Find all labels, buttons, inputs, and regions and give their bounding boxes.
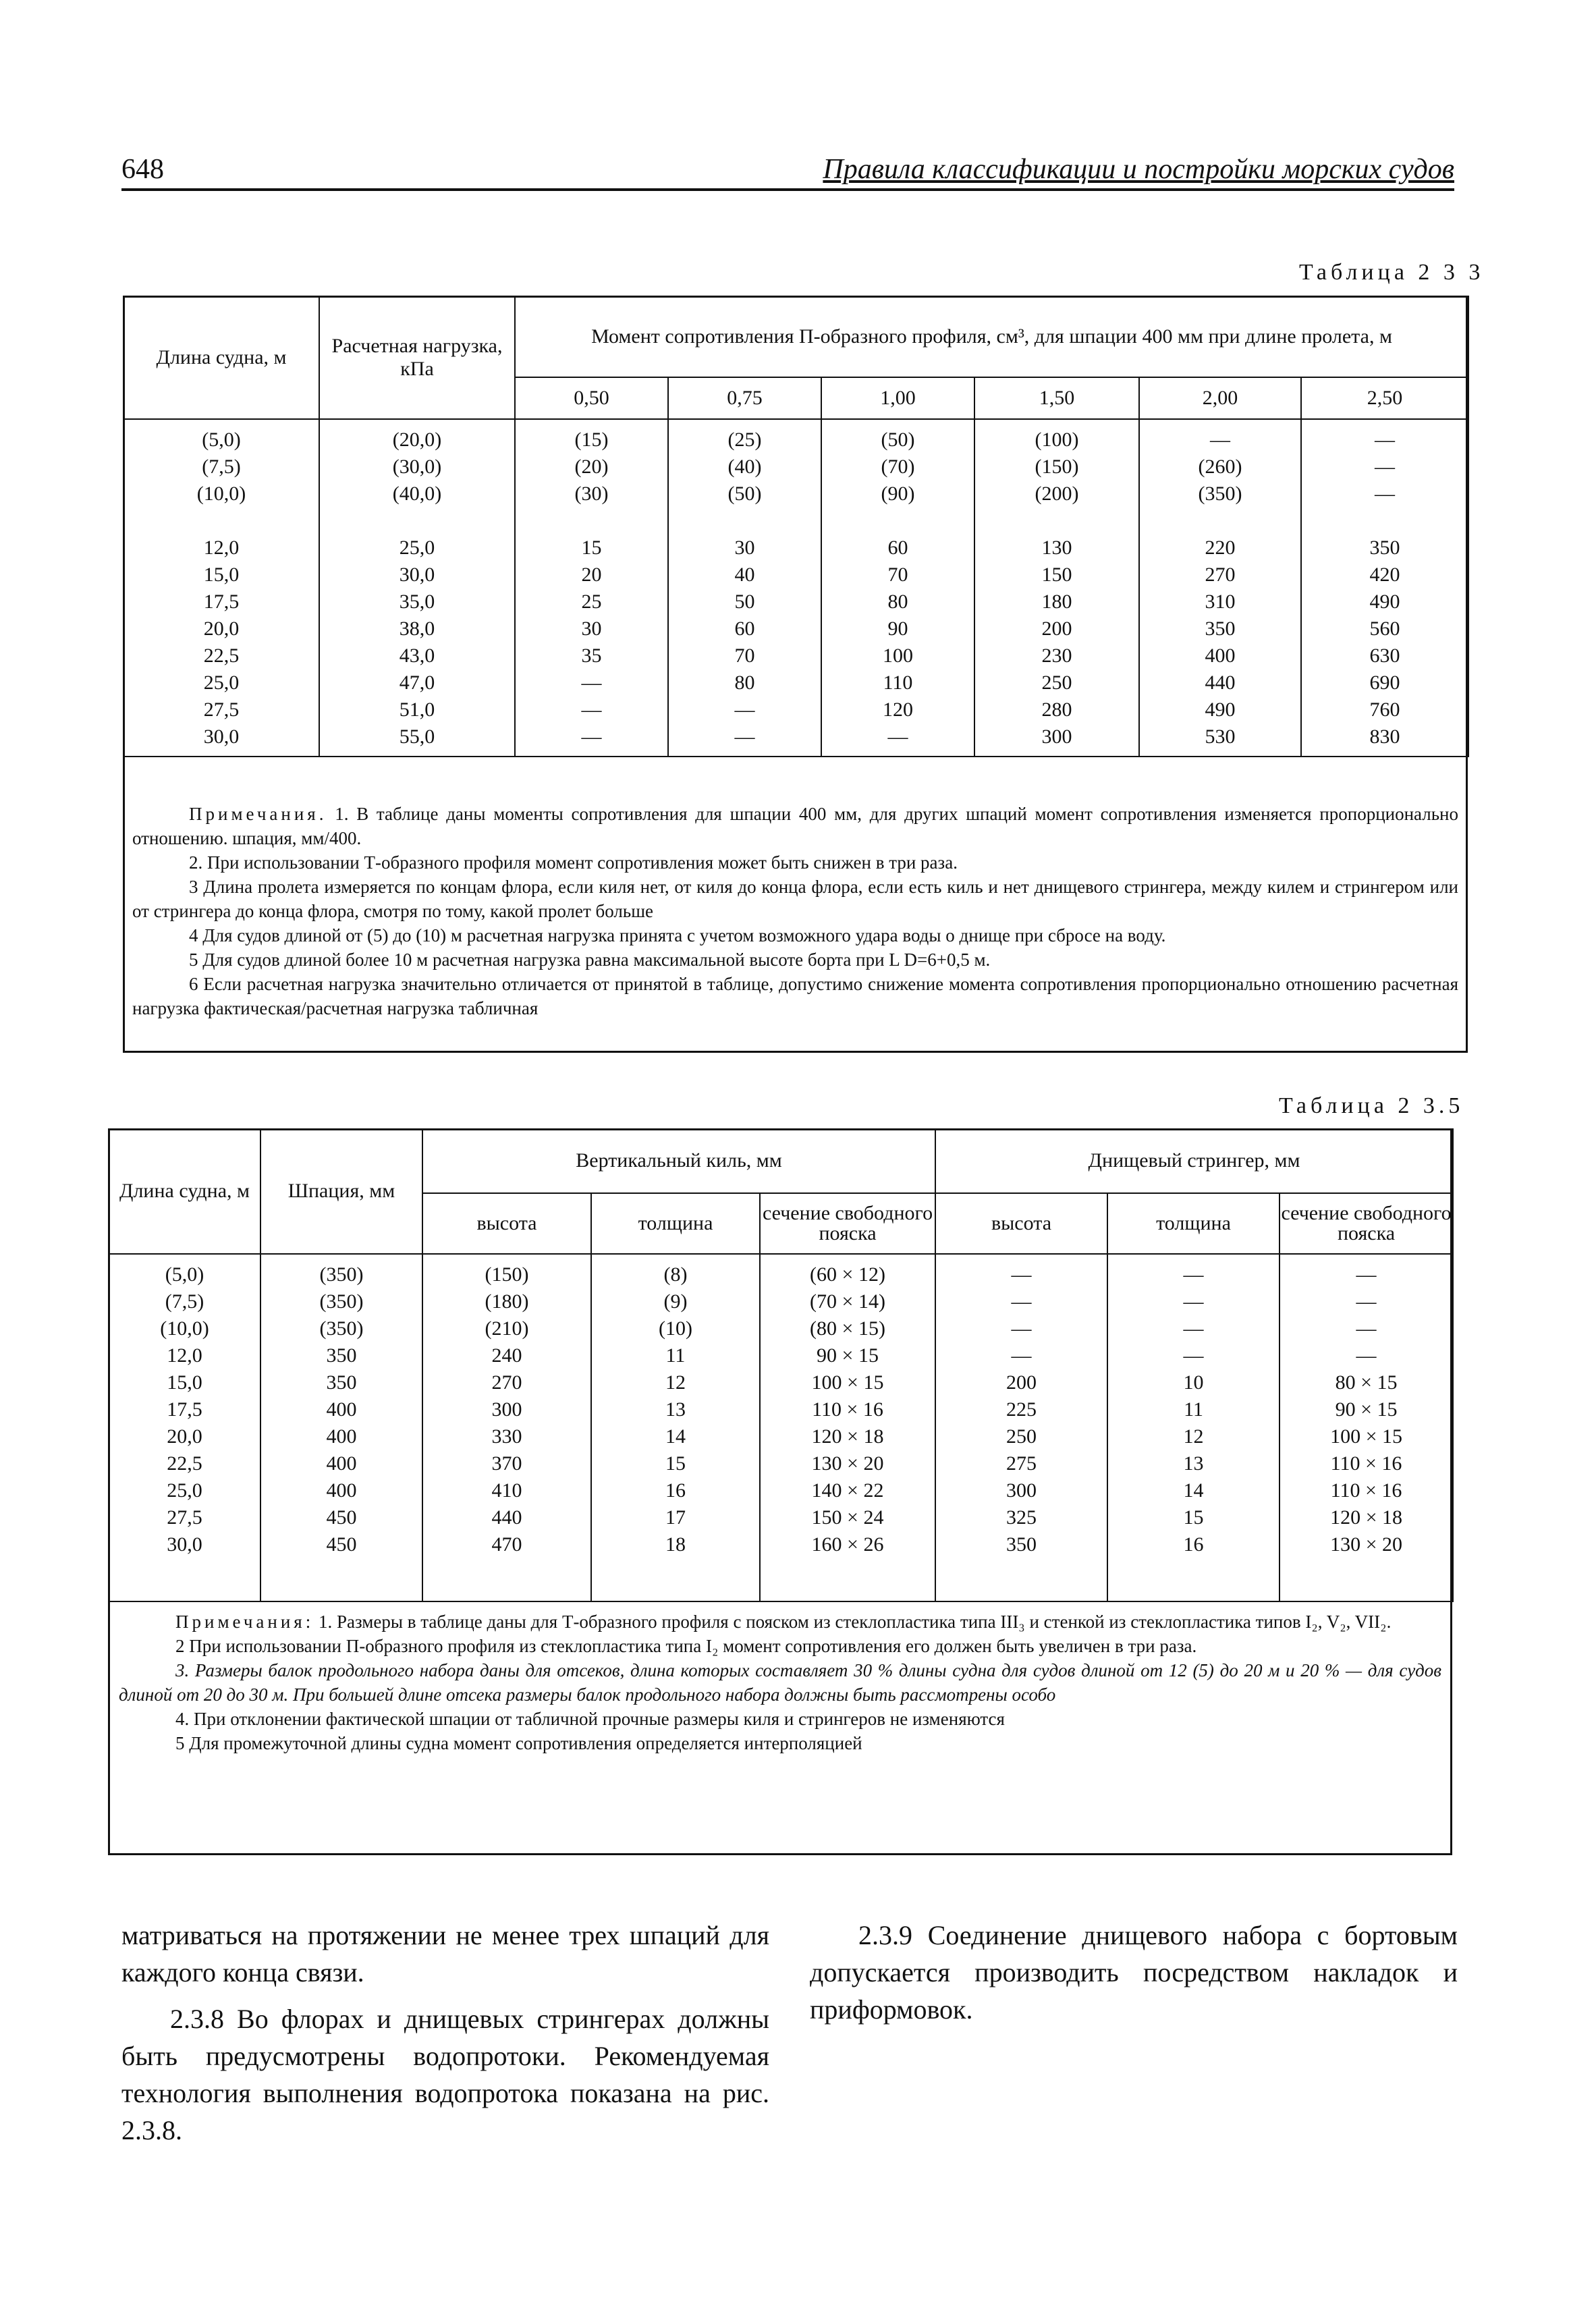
column-spacing	[260, 1254, 422, 1601]
cell: —	[1210, 429, 1230, 451]
paragraph-2-3-9	[810, 1917, 1458, 2028]
cell: 450	[326, 1533, 357, 1556]
cell: 12,0	[203, 537, 240, 559]
cell: 400	[326, 1479, 357, 1502]
cell: —	[1183, 1263, 1204, 1286]
cell: (50)	[881, 429, 915, 451]
cell: 12,0	[167, 1344, 202, 1367]
span-header-100: 1,00	[821, 377, 974, 419]
cell: 25,0	[203, 671, 240, 694]
cell: 13	[1183, 1452, 1204, 1475]
cell: 17,5	[203, 591, 240, 613]
cell: 120	[883, 698, 913, 721]
cell: 90	[887, 618, 908, 640]
cell: 180	[1041, 591, 1072, 613]
cell: 17,5	[167, 1398, 202, 1421]
cell: —	[581, 671, 602, 694]
cell: 130 × 20	[811, 1452, 884, 1475]
cell: (10,0)	[160, 1317, 209, 1340]
col-header-length: Длина судна, м	[109, 1129, 260, 1254]
notes-label: Примечания.	[189, 804, 327, 824]
cell: (7,5)	[165, 1290, 204, 1313]
running-title: Правила классификации и постройки морских судов	[823, 154, 1454, 185]
cell: (7,5)	[202, 456, 241, 478]
cell: 16	[1183, 1533, 1204, 1556]
cell: 400	[1205, 644, 1236, 667]
col-header-load: Расчетная нагрузка, кПа	[319, 296, 515, 419]
cell: 27,5	[167, 1506, 202, 1529]
cell: 15	[1183, 1506, 1204, 1529]
section-number: 2.3.9	[858, 1920, 912, 1950]
cell: (10)	[659, 1317, 692, 1340]
cell: 410	[491, 1479, 522, 1502]
cell: 130	[1041, 537, 1072, 559]
keel-flange-header: сечение свободного пояска	[760, 1193, 935, 1254]
cell: 40	[734, 564, 755, 586]
cell: —	[734, 725, 755, 748]
notes-label: Примечания:	[175, 1612, 314, 1632]
cell: (350)	[319, 1290, 364, 1313]
cell: 10	[1183, 1371, 1204, 1394]
cell: 35	[581, 644, 602, 667]
cell: (350)	[319, 1263, 364, 1286]
note-2: 2. При использовании Т-образного профиля момент сопротивления может быть снижен в три раза.	[189, 852, 958, 873]
cell: —	[1183, 1317, 1204, 1340]
cell: 220	[1205, 537, 1236, 559]
cell: 490	[1205, 698, 1236, 721]
cell: 20	[581, 564, 602, 586]
span-header-050: 0,50	[515, 377, 668, 419]
cell: 300	[491, 1398, 522, 1421]
cell: (200)	[1035, 483, 1079, 505]
stringer-flange-header: сечение свободного пояска	[1279, 1193, 1453, 1254]
column-keel-flange	[760, 1254, 935, 1601]
cell: 150	[1041, 564, 1072, 586]
cell: 470	[491, 1533, 522, 1556]
cell: 30	[734, 537, 755, 559]
cell: 30	[581, 618, 602, 640]
cell: 300	[1006, 1479, 1037, 1502]
column-load	[319, 419, 515, 757]
cell: 25,0	[399, 537, 435, 559]
column-span-075	[668, 419, 821, 757]
cell: 15	[581, 537, 602, 559]
cell: (40)	[727, 456, 762, 478]
note-2: 2 При использовании П-образного профиля из стеклопластика типа I₂ момент сопротивления его должен быть увеличен в три раза.	[175, 1636, 1197, 1656]
cell: (100)	[1035, 429, 1079, 451]
cell: 25	[581, 591, 602, 613]
cell: (350)	[1198, 483, 1242, 505]
column-length	[109, 1254, 260, 1601]
col-header-stringer: Днищевый стрингер, мм	[935, 1129, 1453, 1193]
note-3: 3. Размеры балок продольного набора даны для отсеков, длина которых составляет 30 % длины судна для судов длиной от 12 (5) до 20 м и 20 % — для судов длиной от 20 до 30 м. При большей длине отсека размеры балок продольного набора должны быть рассмотрены особо	[119, 1660, 1441, 1705]
cell: 16	[665, 1479, 686, 1502]
note-5: 5 Для судов длиной более 10 м расчетная нагрузка равна максимальной высоте борта при L D=6+0,5 м.	[189, 950, 991, 970]
table-235-notes	[119, 1610, 1441, 1755]
cell: (9)	[663, 1290, 688, 1313]
note-5: 5 Для промежуточной длины судна момент сопротивления определяется интерполяцией	[175, 1733, 862, 1753]
body-left-column	[121, 1917, 769, 2149]
paragraph-continuation: матриваться на протяжении не менее трех шпаций для каждого конца связи.	[121, 1920, 769, 1987]
paragraph-text: Соединение днищевого набора с бортовым допускается производить посредством накладок и приформовок.	[810, 1920, 1458, 2025]
cell: 200	[1006, 1371, 1037, 1394]
cell: 370	[491, 1452, 522, 1475]
cell: 15,0	[167, 1371, 202, 1394]
cell: 50	[734, 591, 755, 613]
cell: 11	[1184, 1398, 1203, 1421]
column-span-050	[515, 419, 668, 757]
cell: 240	[491, 1344, 522, 1367]
cell: 400	[326, 1398, 357, 1421]
cell: (90)	[881, 483, 915, 505]
cell: 90 × 15	[1335, 1398, 1398, 1421]
cell: 22,5	[167, 1452, 202, 1475]
cell: 200	[1041, 618, 1072, 640]
cell: 80 × 15	[1335, 1371, 1398, 1394]
cell: 350	[1006, 1533, 1037, 1556]
cell: 80	[887, 591, 908, 613]
note-1: 1. В таблице даны моменты сопротивления для шпации 400 мм, для других шпаций момент сопротивления изменяется пропорционально отношению. шпация, мм/400.	[132, 804, 1458, 848]
cell: (40,0)	[392, 483, 442, 505]
column-span-250	[1301, 419, 1468, 757]
cell: (8)	[663, 1263, 688, 1286]
cell: 14	[1183, 1479, 1204, 1502]
cell: (50)	[727, 483, 762, 505]
cell: 110 × 16	[1330, 1452, 1402, 1475]
note-1: 1. Размеры в таблице даны для Т-образного профиля с пояском из стеклопластика типа III₃ и стенкой из стеклопластика типов I₂, V₂, VII₂.	[318, 1612, 1392, 1632]
page-number: 648	[121, 154, 164, 185]
cell: 47,0	[399, 671, 435, 694]
cell: —	[581, 698, 602, 721]
col-header-spacing: Шпация, мм	[260, 1129, 422, 1254]
cell: 90 × 15	[817, 1344, 879, 1367]
column-span-150	[974, 419, 1139, 757]
paragraph-text: Во флорах и днищевых стрингерах должны быть предусмотрены водопротоки. Рекомендуемая технология выполнения водопротока показана на рис. 2.3.8.	[121, 2004, 769, 2145]
column-stringer-thickness	[1107, 1254, 1279, 1601]
cell: —	[887, 725, 908, 748]
cell: —	[1356, 1290, 1377, 1313]
cell: 110	[883, 671, 913, 694]
cell: 270	[1205, 564, 1236, 586]
cell: 100 × 15	[1330, 1425, 1402, 1448]
cell: 13	[665, 1398, 686, 1421]
note-4: 4 Для судов длиной от (5) до (10) м расчетная нагрузка принята с учетом возможного удара воды о днище при сбросе на воду.	[189, 925, 1166, 945]
cell: 20,0	[203, 618, 240, 640]
cell: 230	[1041, 644, 1072, 667]
cell: —	[1375, 429, 1396, 451]
cell: 690	[1369, 671, 1400, 694]
cell: (350)	[319, 1317, 364, 1340]
note-6: 6 Если расчетная нагрузка значительно отличается от принятой в таблице, допустимо снижение момента сопротивления пропорционально отношению расчетная нагрузка фактическая/расчетная нагрузка табличная	[132, 974, 1458, 1018]
cell: —	[734, 698, 755, 721]
cell: 325	[1006, 1506, 1037, 1529]
cell: 490	[1369, 591, 1400, 613]
cell: (20)	[574, 456, 609, 478]
cell: 420	[1369, 564, 1400, 586]
cell: —	[1011, 1263, 1032, 1286]
cell: 350	[1205, 618, 1236, 640]
cell: (10,0)	[196, 483, 246, 505]
cell: (210)	[485, 1317, 529, 1340]
cell: 35,0	[399, 591, 435, 613]
keel-thickness-header: толщина	[591, 1193, 760, 1254]
cell: (70 × 14)	[810, 1290, 885, 1313]
stringer-height-header: высота	[935, 1193, 1107, 1254]
cell: (180)	[485, 1290, 529, 1313]
cell: 250	[1006, 1425, 1037, 1448]
cell: 100 × 15	[811, 1371, 884, 1394]
span-header-250: 2,50	[1301, 377, 1468, 419]
page-header	[121, 152, 1454, 191]
cell: 270	[491, 1371, 522, 1394]
cell: 330	[491, 1425, 522, 1448]
cell: 160 × 26	[811, 1533, 884, 1556]
column-length	[123, 419, 319, 757]
cell: 350	[326, 1371, 357, 1394]
cell: 530	[1205, 725, 1236, 748]
body-right-column	[810, 1917, 1458, 2028]
column-span-100	[821, 419, 974, 757]
span-header-200: 2,00	[1139, 377, 1301, 419]
table-233	[123, 296, 1469, 757]
cell: (260)	[1198, 456, 1242, 478]
cell: 60	[734, 618, 755, 640]
cell: 43,0	[399, 644, 435, 667]
cell: 30,0	[399, 564, 435, 586]
table-233-caption: Таблица 2 3 3	[1299, 260, 1485, 285]
cell: (60 × 12)	[810, 1263, 885, 1286]
cell: 11	[665, 1344, 686, 1367]
cell: —	[1356, 1344, 1377, 1367]
cell: 38,0	[399, 618, 435, 640]
cell: —	[1011, 1290, 1032, 1313]
cell: 55,0	[399, 725, 435, 748]
cell: —	[581, 725, 602, 748]
cell: 22,5	[203, 644, 240, 667]
cell: 12	[665, 1371, 686, 1394]
section-number: 2.3.8	[170, 2004, 224, 2034]
cell: 830	[1369, 725, 1400, 748]
cell: 110 × 16	[1330, 1479, 1402, 1502]
cell: 15,0	[203, 564, 240, 586]
cell: (5,0)	[202, 429, 241, 451]
column-stringer-height	[935, 1254, 1107, 1601]
cell: 440	[1205, 671, 1236, 694]
cell: (5,0)	[165, 1263, 204, 1286]
cell: —	[1356, 1317, 1377, 1340]
column-span-200	[1139, 419, 1301, 757]
note-4: 4. При отклонении фактической шпации от табличной прочные размеры киля и стрингеров не изменяются	[175, 1709, 1005, 1729]
cell: —	[1183, 1290, 1204, 1313]
cell: 225	[1006, 1398, 1037, 1421]
cell: (80 × 15)	[810, 1317, 885, 1340]
cell: 70	[734, 644, 755, 667]
cell: —	[1183, 1344, 1204, 1367]
cell: 14	[665, 1425, 686, 1448]
cell: 350	[1369, 537, 1400, 559]
col-header-length: Длина судна, м	[123, 296, 319, 419]
cell: (30,0)	[392, 456, 442, 478]
cell: 15	[665, 1452, 686, 1475]
cell: 20,0	[167, 1425, 202, 1448]
cell: 120 × 18	[811, 1425, 884, 1448]
cell: 12	[1183, 1425, 1204, 1448]
cell: 140 × 22	[811, 1479, 884, 1502]
cell: 150 × 24	[811, 1506, 884, 1529]
cell: 350	[326, 1344, 357, 1367]
cell: 80	[734, 671, 755, 694]
note-3: 3 Длина пролета измеряется по концам флора, если киля нет, от киля до конца флора, если есть киль и нет днищевого стрингера, между килем и стрингером или от стрингера до конца флора, смотря по тому, какой пролет больше	[132, 877, 1458, 921]
cell: 280	[1041, 698, 1072, 721]
cell: (150)	[1035, 456, 1079, 478]
cell: (15)	[574, 429, 609, 451]
cell: 300	[1041, 725, 1072, 748]
cell: 440	[491, 1506, 522, 1529]
table-235-caption: Таблица 2 3.5	[1279, 1093, 1464, 1118]
cell: (70)	[881, 456, 915, 478]
cell: 25,0	[167, 1479, 202, 1502]
cell: 70	[887, 564, 908, 586]
span-header-075: 0,75	[668, 377, 821, 419]
cell: —	[1375, 483, 1396, 505]
keel-height-header: высота	[422, 1193, 591, 1254]
cell: 250	[1041, 671, 1072, 694]
cell: 17	[665, 1506, 686, 1529]
cell: 60	[887, 537, 908, 559]
cell: 450	[326, 1506, 357, 1529]
cell: 120 × 18	[1330, 1506, 1402, 1529]
cell: 110 × 16	[812, 1398, 883, 1421]
cell: —	[1375, 456, 1396, 478]
col-header-keel: Вертикальный киль, мм	[422, 1129, 935, 1193]
cell: 275	[1006, 1452, 1037, 1475]
cell: 400	[326, 1425, 357, 1448]
cell: 18	[665, 1533, 686, 1556]
cell: 760	[1369, 698, 1400, 721]
span-header-150: 1,50	[974, 377, 1139, 419]
cell: —	[1356, 1263, 1377, 1286]
cell: (30)	[574, 483, 609, 505]
cell: (25)	[727, 429, 762, 451]
cell: (20,0)	[392, 429, 442, 451]
cell: (150)	[485, 1263, 529, 1286]
cell: 30,0	[167, 1533, 202, 1556]
cell: 310	[1205, 591, 1236, 613]
cell: —	[1011, 1317, 1032, 1340]
table-235	[108, 1128, 1454, 1602]
paragraph-2-3-8	[121, 2000, 769, 2149]
cell: 400	[326, 1452, 357, 1475]
cell: 27,5	[203, 698, 240, 721]
cell: —	[1011, 1344, 1032, 1367]
cell: 560	[1369, 618, 1400, 640]
cell: 630	[1369, 644, 1400, 667]
cell: 30,0	[203, 725, 240, 748]
column-keel-thickness	[591, 1254, 760, 1601]
stringer-thickness-header: толщина	[1107, 1193, 1279, 1254]
cell: 130 × 20	[1330, 1533, 1402, 1556]
column-keel-height	[422, 1254, 591, 1601]
column-stringer-flange	[1279, 1254, 1453, 1601]
table-233-notes	[132, 802, 1458, 1020]
cell: 51,0	[399, 698, 435, 721]
cell: 100	[883, 644, 913, 667]
col-header-moment: Момент сопротивления П-образного профиля, см³, для шпации 400 мм при длине пролета, м	[515, 296, 1468, 377]
